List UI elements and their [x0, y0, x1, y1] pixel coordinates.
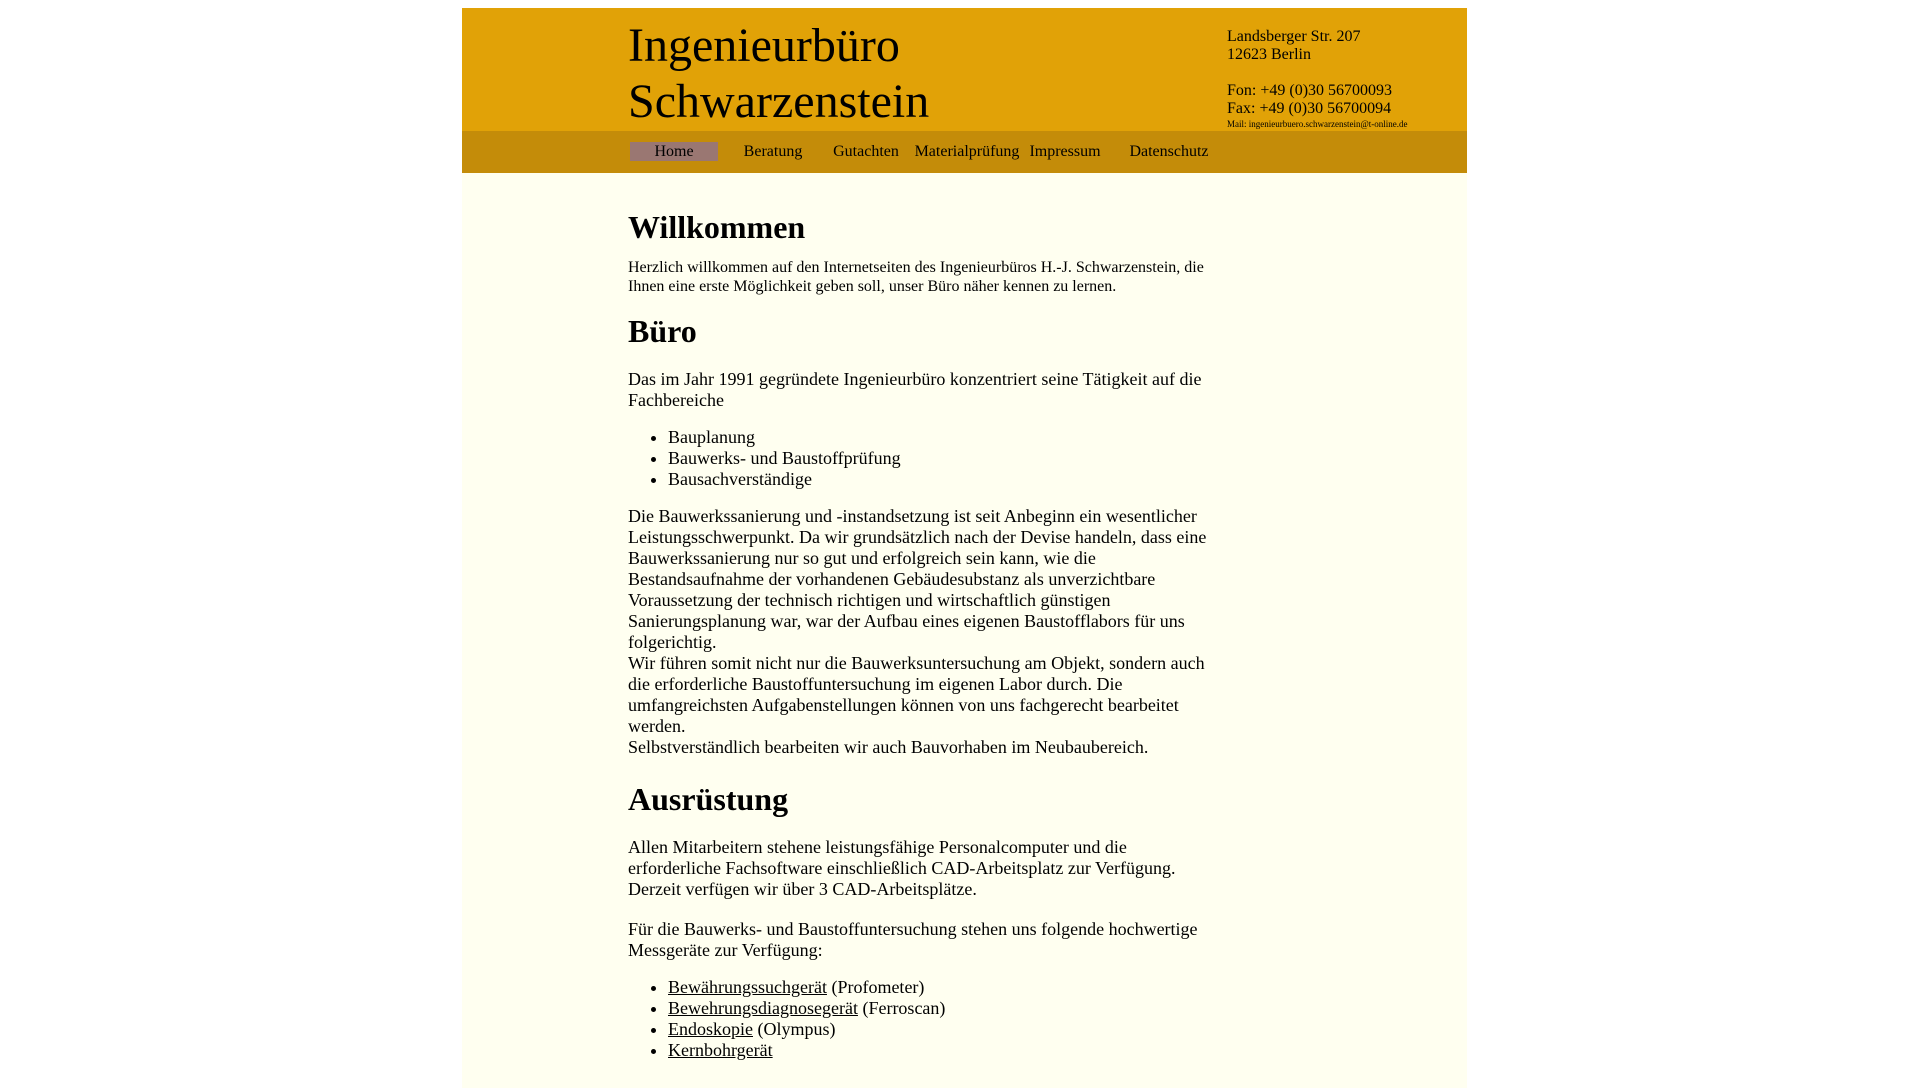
address-city: 12623 Berlin [1227, 46, 1311, 63]
buero-para3: Selbstverständlich bearbeiten wir auch Bauvorhaben im Neubaubereich. [628, 737, 1149, 757]
list-item [668, 977, 1218, 998]
device-list [628, 977, 1218, 1061]
nav-materialpruefung[interactable]: Materialprüfung [914, 143, 1020, 160]
welcome-text: Herzlich willkommen auf den Internetseiten des Ingenieurbüros H.-J. Schwarzenstein, die Ihnen eine erste Möglichkeit geben soll, unser Büro näher kennen zu lernen. [628, 259, 1204, 295]
welcome-heading: Willkommen [628, 209, 806, 245]
ausruestung-para1: Allen Mitarbeitern stehene leistungsfähige Personalcomputer und die erforderliche Fachsoftware einschließlich CAD-Arbeitsplatz zur Verfügung. Derzeit verfügen wir über 3 CAD-Arbeitsplätze. [628, 837, 1176, 899]
page-container [462, 8, 1467, 1088]
header [462, 8, 1467, 131]
device-link[interactable]: Kernbohrgerät [668, 1040, 773, 1060]
list-item [668, 1019, 1218, 1040]
buero-intro: Das im Jahr 1991 gegründete Ingenieurbüro konzentriert seine Tätigkeit auf die Fachbereiche [628, 369, 1202, 410]
nav-impressum[interactable]: Impressum [1029, 143, 1101, 160]
nav-datenschutz[interactable]: Datenschutz [1129, 143, 1209, 160]
email-address: Mail: ingenieurbuero.schwarzenstein@t-online.de [1227, 119, 1408, 129]
site-title-line1: Ingenieurbüro [628, 19, 900, 72]
phone-number: Fon: +49 (0)30 56700093 [1227, 82, 1393, 99]
device-link[interactable]: Bewährungssuchgerät [668, 977, 827, 997]
buero-list [628, 427, 1218, 490]
main-nav [462, 131, 1467, 173]
buero-heading: Büro [628, 313, 697, 349]
list-item: • Bauwerks- und Baustoffprüfung [668, 448, 1218, 469]
nav-beratung[interactable]: Beratung [743, 143, 803, 160]
ausruestung-heading: Ausrüstung [628, 781, 789, 817]
list-item: • Bausachverständige [668, 469, 1218, 490]
device-note: (Olympus) [753, 1019, 836, 1039]
nav-home[interactable]: Home [630, 142, 718, 161]
list-item [668, 1040, 1218, 1061]
buero-para1: Die Bauwerkssanierung und -instandsetzung ist seit Anbeginn ein wesentlicher Leistungsschwerpunkt. Da wir grundsätzlich nach der Devise handeln, dass eine Bauwerkssanierung nur so gut und erfolgreich sein kann, wie die Bestandsaufnahme der vorhandenen Gebäudesubstanz als unverzichtbare Voraussetzung der technisch richtigen und wirtschaftlich günstigen Sanierungsplanung war, war der Aufbau eines eigenen Baustofflabors für uns folgerichtig. [628, 506, 1207, 652]
nav-gutachten[interactable]: Gutachten [833, 143, 899, 160]
list-item: • Bauplanung [668, 427, 1218, 448]
fax-number: Fax: +49 (0)30 56700094 [1227, 100, 1392, 117]
site-title-line2: Schwarzenstein [628, 75, 930, 128]
device-link[interactable]: Bewehrungsdiagnosegerät [668, 998, 858, 1018]
contact-info [1227, 28, 1407, 130]
device-note: (Ferroscan) [857, 998, 946, 1018]
address-street: Landsberger Str. 207 [1227, 28, 1361, 45]
buero-para2: Wir führen somit nicht nur die Bauwerksuntersuchung am Objekt, sondern auch die erforderliche Baustoffuntersuchung im eigenen Labor durch. Die umfangreichsten Aufgabenstellungen können von uns fachgerecht bearbeitet werden. [628, 653, 1205, 736]
main-content [628, 208, 1218, 1077]
device-note: (Profometer) [826, 977, 925, 997]
site-title [628, 18, 929, 130]
ausruestung-para2: Für die Bauwerks- und Baustoffuntersuchung stehen uns folgende hochwertige Messgeräte zur Verfügung: [628, 919, 1198, 960]
list-item [668, 998, 1218, 1019]
device-link[interactable]: Endoskopie [668, 1019, 753, 1039]
